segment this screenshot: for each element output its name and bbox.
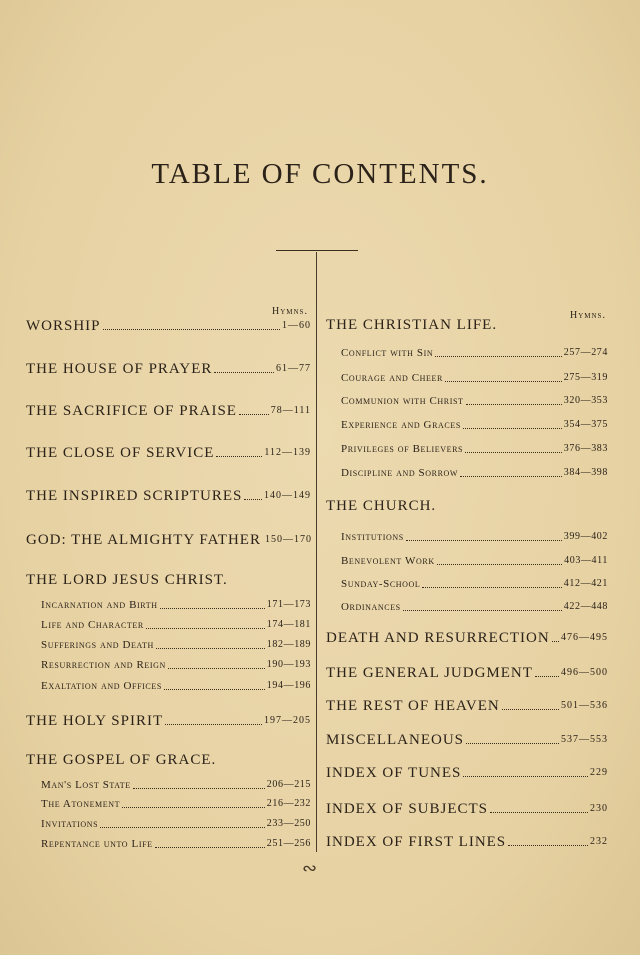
entry-label: INDEX OF FIRST LINES: [326, 834, 507, 850]
toc-subentry: [326, 597, 608, 617]
entry-label: THE REST OF HEAVEN: [326, 698, 500, 714]
entry-label: THE GENERAL JUDGMENT: [326, 665, 533, 681]
toc-entry: [326, 663, 608, 683]
toc-subentry: [326, 415, 608, 435]
toc-subentry: [26, 676, 311, 696]
entry-hymns: 537—553: [561, 734, 608, 745]
entry-hymns: 150—170: [264, 534, 312, 545]
entry-label: Sunday-School: [341, 578, 421, 590]
entry-label: THE HOUSE OF PRAYER: [26, 361, 213, 377]
entry-hymns: 320—353: [563, 395, 608, 406]
dot-leader: [156, 647, 265, 649]
dot-leader: [406, 539, 562, 541]
entry-hymns: 476—495: [561, 632, 608, 643]
toc-subentry: [26, 595, 311, 615]
entry-label: Communion with Christ: [341, 395, 464, 407]
section-heading: THE GOSPEL OF GRACE.: [26, 752, 217, 768]
toc-subentry: [26, 775, 311, 795]
entry-label: Institutions: [341, 531, 404, 543]
entry-hymns: 403—411: [564, 555, 608, 566]
toc-subentry: [26, 635, 311, 655]
entry-hymns: 197—205: [264, 715, 311, 726]
toc-entry: [26, 443, 311, 463]
entry-label: GOD: THE ALMIGHTY FATHER: [26, 532, 261, 548]
toc-entry: [26, 711, 311, 731]
entry-label: Privileges of Believers: [341, 443, 464, 455]
entry-label: THE INSPIRED SCRIPTURES: [26, 488, 243, 504]
toc-entry: [26, 359, 311, 379]
toc-subentry: [326, 463, 608, 483]
entry-hymns: 412—421: [563, 578, 608, 589]
toc-subentry: [26, 834, 311, 854]
entry-hymns: 275—319: [563, 372, 608, 383]
entry-hymns: 190—193: [266, 659, 311, 670]
dot-leader: [403, 609, 562, 611]
entry-label: INDEX OF TUNES: [326, 765, 462, 781]
dot-leader: [502, 708, 559, 710]
hymns-label-left: Hymns.: [272, 306, 308, 317]
dot-leader: [445, 380, 562, 382]
dot-leader: [214, 371, 274, 373]
toc-subentry: [326, 391, 608, 411]
section-heading: THE CHRISTIAN LIFE.: [326, 317, 498, 333]
toc-entry: [326, 730, 608, 750]
dot-leader: [160, 607, 265, 609]
entry-hymns: 194—196: [266, 680, 311, 691]
toc-subentry: [326, 527, 608, 547]
entry-hymns: 140—149: [264, 490, 311, 501]
entry-label: Sufferings and Death: [41, 639, 154, 651]
entry-hymns: 496—500: [561, 667, 608, 678]
dot-leader: [103, 328, 280, 330]
entry-label: Exaltation and Offices: [41, 680, 162, 692]
toc-subentry: [26, 814, 311, 834]
toc-entry: [326, 628, 608, 648]
dot-leader: [155, 846, 265, 848]
section-heading: THE CHURCH.: [326, 498, 437, 514]
entry-label: Experience and Graces: [341, 419, 461, 431]
entry-label: Courage and Cheer: [341, 372, 443, 384]
toc-subentry: [326, 551, 608, 571]
entry-page: 232: [590, 836, 608, 847]
entry-hymns: 1—60: [282, 320, 311, 331]
dot-leader: [422, 586, 561, 588]
entry-label: Incarnation and Birth: [41, 599, 158, 611]
toc-subentry: [326, 343, 608, 363]
entry-hymns: 422—448: [563, 601, 608, 612]
entry-label: Discipline and Sorrow: [341, 467, 459, 479]
entry-label: Repentance unto Life: [41, 838, 153, 850]
dot-leader: [133, 787, 265, 789]
dot-leader: [435, 355, 562, 357]
dot-leader: [535, 675, 559, 677]
dot-leader: [244, 498, 262, 500]
toc-entry: [26, 486, 311, 506]
dot-leader: [463, 775, 588, 777]
toc-entry: [326, 832, 608, 852]
entry-label: Benevolent Work: [341, 555, 435, 567]
hymns-label-right: Hymns.: [570, 310, 606, 321]
toc-entry: [326, 696, 608, 716]
entry-label: WORSHIP: [26, 318, 101, 334]
toc-entry: [26, 401, 311, 421]
entry-hymns: 233—250: [266, 818, 311, 829]
entry-hymns: 399—402: [563, 531, 608, 542]
section-heading: THE LORD JESUS CHRIST.: [26, 572, 228, 588]
entry-hymns: 206—215: [266, 779, 311, 790]
dot-leader: [100, 826, 265, 828]
toc-subentry: [26, 615, 311, 635]
entry-hymns: 61—77: [276, 363, 311, 374]
entry-label: Ordinances: [341, 601, 401, 613]
dot-leader: [460, 475, 562, 477]
entry-label: THE HOLY SPIRIT: [26, 713, 164, 729]
entry-label: MISCELLANEOUS: [326, 732, 465, 748]
entry-label: Invitations: [41, 818, 99, 830]
entry-page: 230: [590, 803, 608, 814]
entry-hymns: 182—189: [266, 639, 311, 650]
entry-hymns: 78—111: [270, 405, 311, 416]
ornament-icon: ∾: [302, 858, 318, 878]
dot-leader: [465, 451, 562, 453]
dot-leader: [466, 742, 559, 744]
toc-subentry: [326, 368, 608, 388]
dot-leader: [466, 403, 562, 405]
dot-leader: [490, 811, 588, 813]
dot-leader: [463, 427, 562, 429]
entry-hymns: 216—232: [266, 798, 311, 809]
entry-hymns: 174—181: [266, 619, 311, 630]
dot-leader: [552, 640, 559, 642]
entry-hymns: 384—398: [563, 467, 608, 478]
title-rule: [276, 250, 358, 251]
entry-label: Resurrection and Reign: [41, 659, 166, 671]
dot-leader: [165, 723, 262, 725]
entry-hymns: 251—256: [266, 838, 311, 849]
entry-page: 229: [590, 767, 608, 778]
toc-subentry: [26, 655, 311, 675]
toc-entry: [26, 530, 311, 550]
entry-hymns: 354—375: [563, 419, 608, 430]
toc-subentry: [26, 794, 311, 814]
entry-label: Conflict with Sin: [341, 347, 434, 359]
entry-hymns: 112—139: [264, 447, 311, 458]
toc-entry: [326, 763, 608, 783]
column-divider: [316, 252, 317, 852]
dot-leader: [239, 413, 269, 415]
entry-label: THE CLOSE OF SERVICE: [26, 445, 215, 461]
dot-leader: [168, 667, 265, 669]
dot-leader: [146, 627, 265, 629]
entry-hymns: 257—274: [563, 347, 608, 358]
toc-subentry: [326, 439, 608, 459]
entry-label: Man's Lost State: [41, 779, 131, 791]
entry-label: The Atonement: [41, 798, 121, 810]
dot-leader: [122, 806, 265, 808]
dot-leader: [216, 455, 262, 457]
toc-subentry: [326, 574, 608, 594]
entry-hymns: 376—383: [563, 443, 608, 454]
dot-leader: [437, 563, 562, 565]
entry-hymns: 171—173: [266, 599, 311, 610]
entry-label: THE SACRIFICE OF PRAISE: [26, 403, 237, 419]
entry-label: INDEX OF SUBJECTS: [326, 801, 489, 817]
entry-label: Life and Character: [41, 619, 144, 631]
entry-label: DEATH AND RESURRECTION: [326, 630, 550, 646]
dot-leader: [508, 844, 588, 846]
toc-entry: [326, 799, 608, 819]
dot-leader: [164, 688, 265, 690]
entry-hymns: 501—536: [561, 700, 608, 711]
page-title: TABLE OF CONTENTS.: [151, 158, 489, 190]
toc-entry: [26, 316, 311, 336]
